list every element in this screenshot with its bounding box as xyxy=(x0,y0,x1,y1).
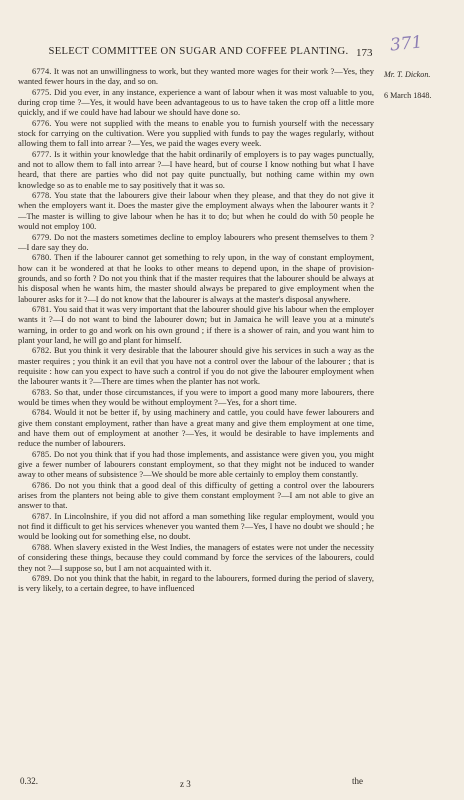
question-number: 6777. xyxy=(32,148,52,159)
question-number: 6782. xyxy=(32,345,52,356)
question-text: Do not the masters sometimes decline to employ labourers who present themselves to them ?—I dare say they do. xyxy=(18,231,374,252)
testimony-paragraph xyxy=(18,252,374,304)
question-number: 6779. xyxy=(32,231,52,242)
question-text: Is it within your knowledge that the habit ordinarily of employers is to pay wages punctually, and not to allow them to fall into arrear ?—I have heard, but of course I know nothing but what I have heard, that there are parties who did not pay quite punctually, but nothing came within my own knowledge so as to enable me to say positively that it was so. xyxy=(18,148,374,190)
testimony-paragraph xyxy=(18,542,374,573)
handwritten-folio-number: 371 xyxy=(389,32,424,56)
question-number: 6784. xyxy=(32,407,52,418)
question-number: 6786. xyxy=(32,479,52,490)
question-text: Did you ever, in any instance, experience a want of labour when it was most valuable to you, during crop time ?—Yes, it would have been advantageous to us to have taken the crop off a little more quickly, and if we could have had labour we should have done so. xyxy=(18,86,374,118)
question-text: Would it not be better if, by using machinery and cattle, you could have fewer labourers and give them constant employment, rather than have a great many and give them employment at one time, and have them out of employment at another ?—Yes, it would be desirable to have implements and reduce the number of labourers. xyxy=(18,407,374,449)
question-number: 6783. xyxy=(32,386,52,397)
testimony-paragraph xyxy=(18,304,374,345)
testimony-paragraph xyxy=(18,118,374,149)
question-text: Do not you think that a good deal of this difficulty of getting a control over the labourers arises from the planters not being able to give them constant employment ?—I am not able to give an answer to that. xyxy=(18,479,374,511)
question-number: 6776. xyxy=(32,117,52,128)
question-text: Do not you think that if you had those implements, and assistance were given you, you might give a fewer number of labourers constant employment, so that they might not be induced to wander away to other means of subsistence ?—We should be more able certainly to employ them constantly. xyxy=(18,448,374,480)
question-text: So that, under those circumstances, if you were to import a good many more labourers, there would be times when they would be without employment ?—Yes, for a short time. xyxy=(18,386,374,407)
testimony-paragraph xyxy=(18,345,374,386)
testimony-paragraph xyxy=(18,387,374,408)
footer-sheet-number: 0.32. xyxy=(20,776,38,786)
question-number: 6789. xyxy=(32,572,52,583)
question-text: You were not supplied with the means to enable you to furnish yourself with the necessary stock for carrying on the cultivation. Were you supplied with funds to pay the wages regularly, without allowing them to fall into arrear ?—Yes, we paid the wages every week. xyxy=(18,117,374,149)
question-number: 6788. xyxy=(32,541,52,552)
question-text: You said that it was very important that the labourer should give his labour when the employer wants it ?—I do not want to bind the labourer down; but in Jamaica he will leave you at a minute's warning, in order to go and work on his own ground ; if there is a shower of rain, and you want him to plant your land, he will go and plant for himself. xyxy=(18,303,374,345)
question-text: It was not an unwillingness to work, but they wanted more wages for their work ?—Yes, they wanted fewer hours in the day, and so on. xyxy=(18,66,374,87)
testimony-paragraph xyxy=(18,232,374,253)
testimony-paragraph xyxy=(18,149,374,190)
testimony-paragraph xyxy=(18,407,374,448)
question-number: 6780. xyxy=(32,252,52,263)
margin-witness-name: Mr. T. Dickon. xyxy=(384,70,431,79)
testimony-paragraph xyxy=(18,190,374,231)
question-number: 6785. xyxy=(32,448,52,459)
question-number: 6774. xyxy=(32,66,52,76)
testimony-paragraph xyxy=(18,511,374,542)
testimony-body xyxy=(18,66,374,771)
question-number: 6775. xyxy=(32,86,52,97)
page-number: 173 xyxy=(356,47,373,59)
footer-signature-mark: z 3 xyxy=(180,779,191,789)
question-text: Then if the labourer cannot get something to rely upon, in the way of constant employment, how can it be wondered at that he looks to other means to depend upon, in the shape of provision-grounds, and so forth ? Do not you think that if the master requires that the labourer should be always at his disposal when he wants him, the master should always be prepared to give employment when the labourer asks for it ?—I do not know that the labourer is always at the master's disposal anywhere. xyxy=(18,252,374,304)
testimony-paragraph xyxy=(18,449,374,480)
testimony-paragraph xyxy=(18,87,374,118)
question-text: But you think it very desirable that the labourer should give his services in such a way as the master requires ; you think it an evil that you have not a control over the labour of the labourer ; that is requisite : how can you expect to have such a control if you do not give the labourer employment when the labourer wants it ?—There are times when the planter has not work. xyxy=(18,345,374,387)
margin-date: 6 March 1848. xyxy=(384,91,432,100)
question-text: Do not you think that the habit, in regard to the labourers, formed during the period of slavery, is very likely, to a certain degree, to have influenced xyxy=(18,572,374,594)
question-number: 6781. xyxy=(32,303,52,314)
testimony-paragraph xyxy=(18,573,374,594)
question-text: In Lincolnshire, if you did not afford a man something like regular employment, would you not find it difficult to get his services whenever you wanted them ?—Yes, I have no doubt we should ; he would be looking out for something else, no doubt. xyxy=(18,510,374,542)
testimony-paragraph xyxy=(18,480,374,511)
question-text: When slavery existed in the West Indies, the managers of estates were not under the necessity of considering these things, because they could command by force the services of the labourers, could they not ?—I suppose so, but I am not acquainted with it. xyxy=(18,541,374,573)
running-header: SELECT COMMITTEE ON SUGAR AND COFFEE PLANTING. xyxy=(48,46,349,57)
question-text: You state that the labourers give their labour when they please, and that they do not give it when the employers want it. Does the master give the employment always when the labourer wants it ?—The master is willing to give labour when he has it to do; but when he could do with 50 people he would not employ 100. xyxy=(18,190,374,232)
question-number: 6787. xyxy=(32,510,52,521)
testimony-paragraph xyxy=(18,66,374,87)
question-number: 6778. xyxy=(32,190,52,201)
footer-catchword: the xyxy=(352,776,363,786)
